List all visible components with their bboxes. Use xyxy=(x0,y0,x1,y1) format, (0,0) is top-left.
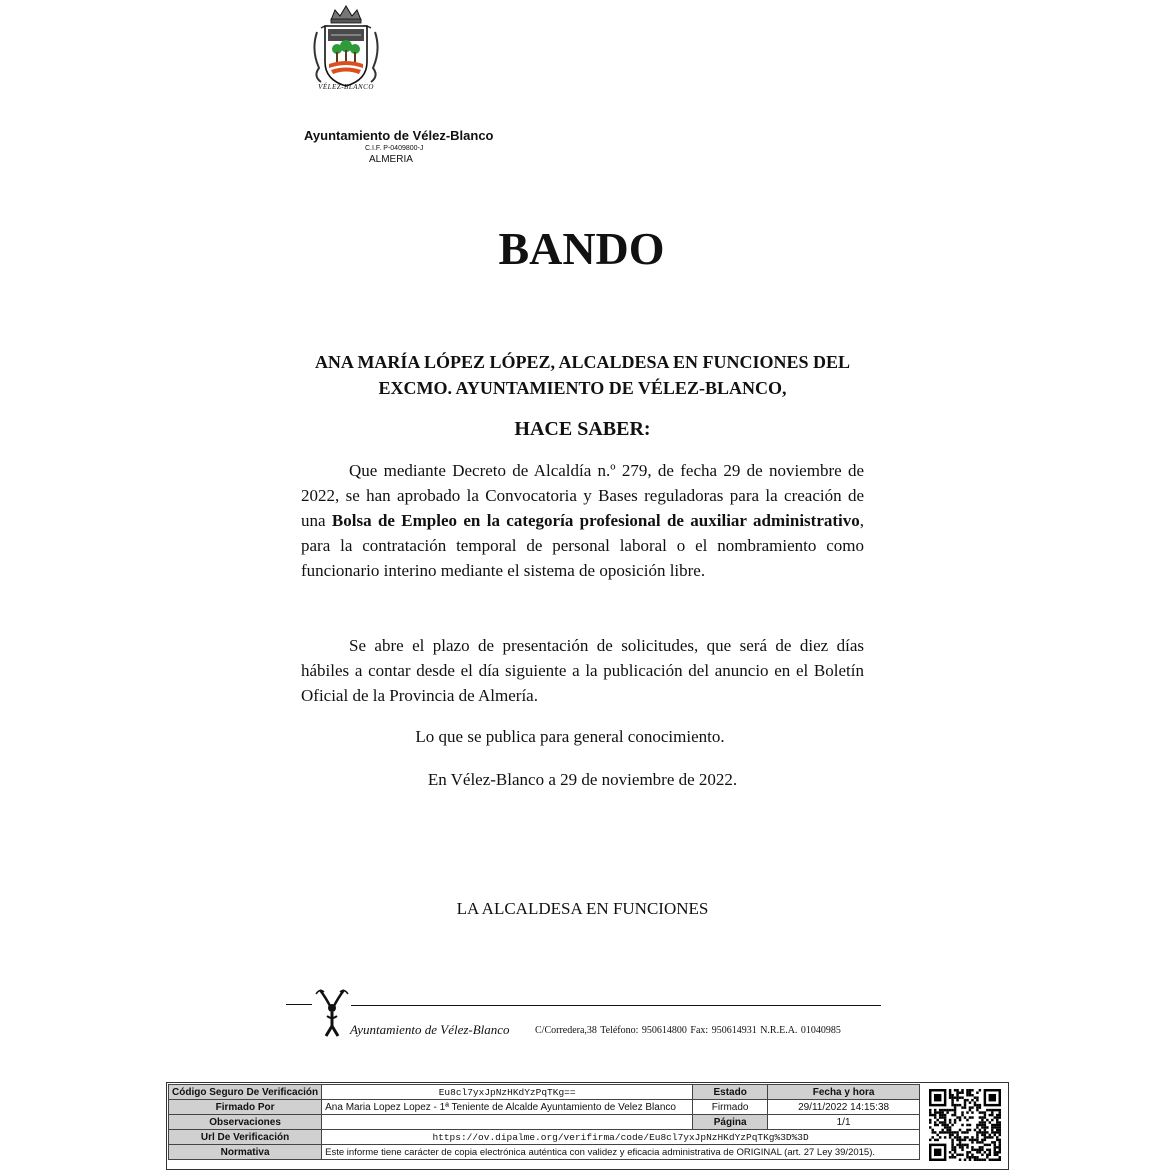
verification-box xyxy=(166,1082,1009,1170)
observaciones-label: Observaciones xyxy=(169,1115,322,1130)
csv-label: Código Seguro De Verificación xyxy=(169,1085,322,1100)
table-row xyxy=(169,1115,920,1130)
observaciones-value xyxy=(322,1115,693,1130)
table-row xyxy=(169,1145,920,1160)
table-row xyxy=(169,1085,920,1100)
estado-label: Estado xyxy=(693,1085,768,1100)
pagina-label: Página xyxy=(693,1115,768,1130)
csv-value: Eu8cl7yxJpNzHKdYzPqTKg== xyxy=(322,1085,693,1100)
fecha-label: Fecha y hora xyxy=(768,1085,920,1100)
footer-logo-icon xyxy=(312,986,352,1038)
footer-rule-right xyxy=(351,1005,881,1006)
url-value[interactable]: https://ov.dipalme.org/verifirma/code/Eu8cl7yxJpNzHKdYzPqTKg%3D%3D xyxy=(322,1130,920,1145)
document-heading xyxy=(300,349,865,401)
organization-cif: C.I.F. P-0409800-J xyxy=(365,145,424,152)
estado-value: Firmado xyxy=(693,1100,768,1115)
closing-line: Lo que se publica para general conocimiento. xyxy=(415,727,725,746)
verification-table xyxy=(168,1084,920,1160)
normativa-value: Este informe tiene carácter de copia electrónica auténtica con validez y eficacia administrativa de ORIGINAL (art. 27 Ley 39/2015). xyxy=(322,1145,920,1160)
footer-organization: Ayuntamiento de Vélez-Blanco xyxy=(350,1022,510,1037)
pagina-value: 1/1 xyxy=(768,1115,920,1130)
paragraph-deadline xyxy=(301,633,864,708)
coat-caption: VÉLEZ-BLANCO xyxy=(318,83,374,91)
fecha-value: 29/11/2022 14:15:38 xyxy=(768,1100,920,1115)
firmado-value: Ana Maria Lopez Lopez - 1ª Teniente de Alcalde Ayuntamiento de Velez Blanco xyxy=(322,1100,693,1115)
normativa-label: Normativa xyxy=(169,1145,322,1160)
footer-address: C/Corredera,38 Teléfono: 950614800 Fax: 950614931 N.R.E.A. 01040985 xyxy=(535,1025,841,1036)
document-title: BANDO xyxy=(498,223,665,274)
organization-province: ALMERIA xyxy=(369,154,413,165)
paragraph-decree-text: Que mediante Decreto de Alcaldía n.º 279, de fecha 29 de noviembre de 2022, se han aprobado la Convocatoria y Bases reguladoras para la creación de una xyxy=(301,461,864,530)
url-label: Url De Verificación xyxy=(169,1130,322,1145)
organization-name: Ayuntamiento de Vélez-Blanco xyxy=(304,128,494,143)
table-row xyxy=(169,1130,920,1145)
paragraph-decree xyxy=(301,458,864,583)
paragraph-deadline-text: Se abre el plazo de presentación de solicitudes, que será de diez días hábiles a contar desde el día siguiente a la publicación del anuncio en el Boletín Oficial de la Provincia de Almería. xyxy=(301,636,864,705)
firmado-label: Firmado Por xyxy=(169,1100,322,1115)
heading-line-2: EXCMO. AYUNTAMIENTO DE VÉLEZ-BLANCO, xyxy=(378,378,787,398)
table-row xyxy=(169,1100,920,1115)
qr-code-icon xyxy=(929,1087,1001,1163)
paragraph-decree-bold: Bolsa de Empleo en la categoría profesional de auxiliar administrativo xyxy=(331,511,860,530)
heading-line-1: ANA MARÍA LÓPEZ LÓPEZ, ALCALDESA EN FUNCIONES DEL xyxy=(314,352,851,372)
place-date: En Vélez-Blanco a 29 de noviembre de 2022. xyxy=(427,770,738,789)
footer-rule-left xyxy=(286,1004,312,1005)
paragraph-decree-text-end: , para la contratación temporal de personal laboral o el nombramiento como funcionario interino mediante el sistema de oposición libre. xyxy=(301,511,864,580)
hace-saber: HACE SABER: xyxy=(514,418,651,440)
signer-title: LA ALCALDESA EN FUNCIONES xyxy=(456,899,709,918)
